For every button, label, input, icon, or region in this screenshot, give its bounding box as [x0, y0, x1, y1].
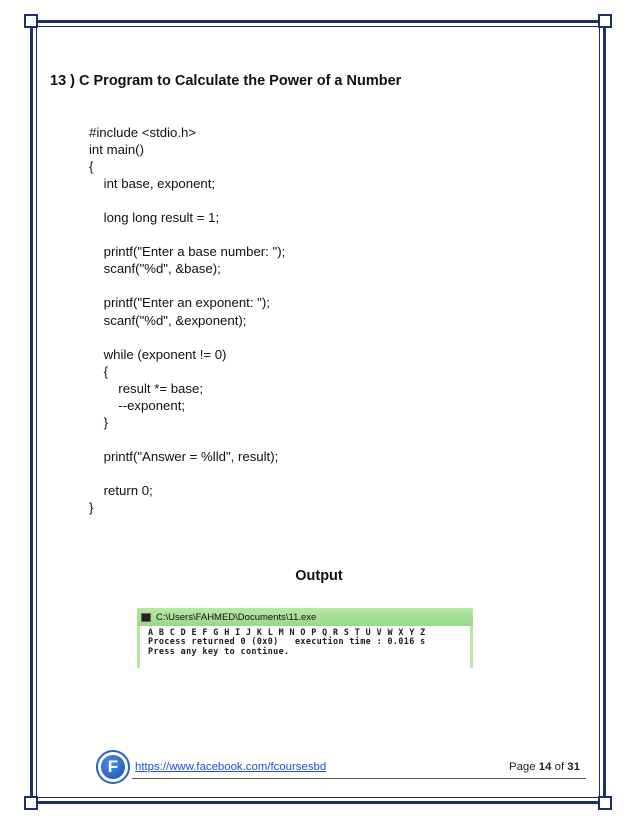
corner-ornament-top-left [24, 14, 38, 28]
code-line: int base, exponent; [89, 176, 216, 192]
logo-letter: F [101, 755, 125, 779]
corner-ornament-bottom-left [24, 796, 38, 810]
code-line: printf("Enter a base number: "); [89, 244, 286, 260]
code-line [89, 192, 285, 209]
code-line: } [89, 414, 109, 430]
output-title: Output [295, 568, 343, 584]
page-label: Page [509, 761, 539, 773]
code-line [89, 465, 285, 482]
corner-ornament-top-right [598, 14, 612, 28]
code-line: long long result = 1; [89, 210, 220, 226]
console-screenshot [137, 608, 473, 668]
console-output [137, 626, 473, 668]
footer-divider [132, 778, 586, 779]
total-pages: 31 [567, 761, 580, 773]
code-line: while (exponent != 0) [89, 346, 227, 362]
console-app-icon [141, 613, 151, 622]
code-line [89, 329, 285, 346]
code-line [89, 277, 285, 294]
code-line: } [89, 500, 94, 516]
page-number [509, 761, 580, 773]
code-line: #include <stdio.h> [89, 125, 197, 140]
code-line [89, 431, 285, 448]
console-line: Press any key to continue. [148, 645, 290, 656]
code-line: result *= base; [89, 380, 203, 396]
code-line: int main() [89, 142, 144, 158]
current-page: 14 [538, 761, 552, 773]
console-line: A B C D E F G H I J K L M N O P Q R S T U V W X Y Z [148, 627, 426, 637]
code-line [89, 226, 285, 243]
fcourses-logo-icon [96, 750, 130, 784]
code-line: scanf("%d", &base); [89, 261, 221, 277]
code-line: return 0; [89, 482, 153, 498]
console-titlebar [137, 608, 473, 626]
facebook-link[interactable]: https://www.facebook.com/fcoursesbd [135, 761, 327, 773]
console-title: C:\Users\FAHMED\Documents\11.exe [156, 611, 317, 623]
code-line: { [89, 159, 94, 175]
page-of-label: of [551, 761, 568, 773]
console-line: Process returned 0 (0x0) execution time : 0.016 s [148, 636, 426, 647]
code-line: --exponent; [89, 397, 186, 413]
code-line: printf("Answer = %lld", result); [89, 448, 279, 464]
code-block [89, 124, 285, 516]
corner-ornament-bottom-right [598, 796, 612, 810]
section-heading: 13 ) C Program to Calculate the Power of a Number [50, 73, 402, 89]
code-line: { [89, 363, 109, 379]
code-line: scanf("%d", &exponent); [89, 312, 247, 328]
code-line: printf("Enter an exponent: "); [89, 295, 270, 311]
